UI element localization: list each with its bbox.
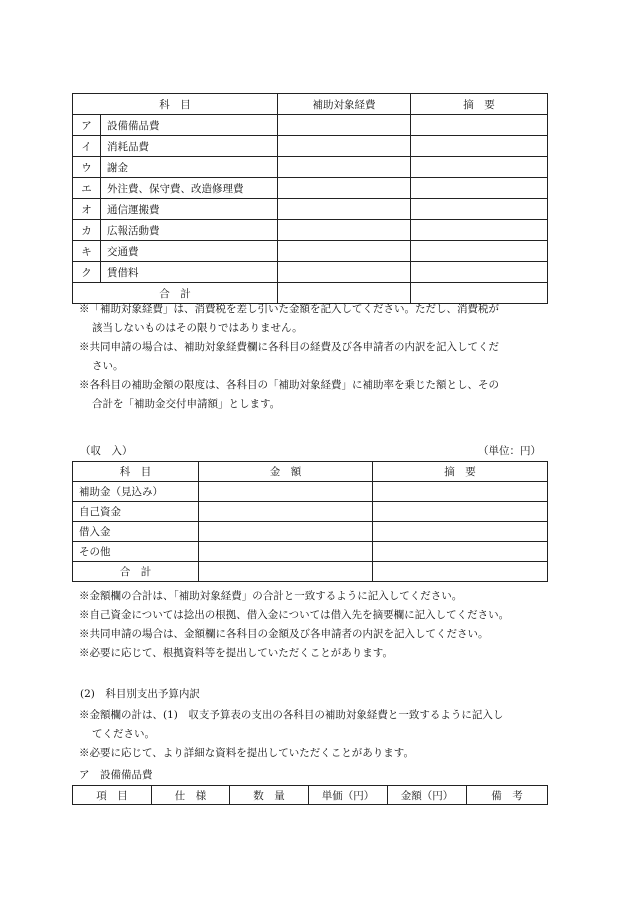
cost-cell[interactable]	[278, 136, 411, 157]
remarks-cell[interactable]	[411, 136, 548, 157]
cost-cell[interactable]	[278, 115, 411, 136]
header-subject: 科 目	[73, 94, 278, 115]
total-label: 合 計	[73, 562, 199, 582]
total-row	[73, 562, 548, 582]
total-label: 合 計	[73, 283, 278, 304]
note-line: ※「補助対象経費」は、消費税を差し引いた金額を記入してください。ただし、消費税が	[79, 303, 499, 315]
row-name: 賃借料	[101, 262, 278, 283]
row-code: キ	[73, 241, 101, 262]
income-unit: （単位：円）	[478, 445, 541, 457]
remarks-cell[interactable]	[411, 241, 548, 262]
row-code: エ	[73, 178, 101, 199]
income-notes	[79, 587, 509, 663]
row-name: 補助金（見込み）	[73, 482, 199, 502]
section2-subtitle: ア 設備備品費	[79, 769, 153, 781]
cost-cell[interactable]	[278, 157, 411, 178]
header-amount: 金額（円）	[388, 786, 467, 805]
table-row	[73, 136, 548, 157]
table-row	[73, 522, 548, 542]
section2-title: (2) 科目別支出予算内訳	[80, 688, 200, 700]
row-name: 消耗品費	[101, 136, 278, 157]
remarks-cell[interactable]	[373, 482, 548, 502]
row-name: 通信運搬費	[101, 199, 278, 220]
row-name: 借入金	[73, 522, 199, 542]
header-subject: 科 目	[73, 462, 199, 482]
table-row	[73, 115, 548, 136]
note-line: ※必要に応じて、根拠資料等を提出していただくことがあります。	[79, 647, 393, 659]
cost-cell[interactable]	[278, 220, 411, 241]
total-amount-cell[interactable]	[199, 562, 373, 582]
row-name: 自己資金	[73, 502, 199, 522]
row-name: 交通費	[101, 241, 278, 262]
header-quantity: 数 量	[230, 786, 309, 805]
equipment-table-header	[73, 786, 548, 805]
note-line: ※各科目の補助金額の限度は、各科目の「補助対象経費」に補助率を乗じた額とし、その	[79, 379, 499, 391]
row-name: 外注費、保守費、改造修理費	[101, 178, 278, 199]
table-row	[73, 542, 548, 562]
cost-cell[interactable]	[278, 199, 411, 220]
cost-cell[interactable]	[278, 241, 411, 262]
remarks-cell[interactable]	[411, 220, 548, 241]
remarks-cell[interactable]	[411, 157, 548, 178]
header-item: 項 目	[73, 786, 152, 805]
header-remarks: 摘 要	[411, 94, 548, 115]
total-remarks-cell[interactable]	[373, 562, 548, 582]
cost-cell[interactable]	[278, 178, 411, 199]
table-row	[73, 482, 548, 502]
remarks-cell[interactable]	[373, 542, 548, 562]
remarks-cell[interactable]	[411, 199, 548, 220]
row-name: 設備備品費	[101, 115, 278, 136]
amount-cell[interactable]	[199, 482, 373, 502]
note-line: ※必要に応じて、より詳細な資料を提出していただくことがあります。	[79, 747, 414, 759]
cost-cell[interactable]	[278, 262, 411, 283]
note-line: ※金額欄の計は、(1) 収支予算表の支出の各科目の補助対象経費と一致するように記入し	[79, 709, 504, 721]
income-title: （収 入）	[80, 445, 133, 457]
header-spec: 仕 様	[152, 786, 230, 805]
row-code: ク	[73, 262, 101, 283]
note-line: てください。	[92, 728, 155, 740]
remarks-cell[interactable]	[411, 178, 548, 199]
remarks-cell[interactable]	[373, 502, 548, 522]
row-code: ウ	[73, 157, 101, 178]
note-line: 該当しないものはその限りではありません。	[92, 322, 303, 334]
header-remarks: 摘 要	[373, 462, 548, 482]
table-row	[73, 178, 548, 199]
table-row	[73, 262, 548, 283]
expense-notes	[79, 300, 499, 414]
equipment-table	[72, 785, 548, 805]
row-name: その他	[73, 542, 199, 562]
expense-table	[72, 93, 548, 304]
note-line: ※共同申請の場合は、金額欄に各科目の金額及び各申請者の内訳を記入してください。	[79, 628, 489, 640]
header-unit-price: 単価（円）	[309, 786, 388, 805]
expense-table-header	[73, 94, 548, 115]
section2-notes	[79, 706, 503, 763]
note-line: ※金額欄の合計は、「補助対象経費」の合計と一致するように記入してください。	[79, 590, 463, 602]
remarks-cell[interactable]	[373, 522, 548, 542]
note-line: ※共同申請の場合は、補助対象経費欄に各科目の経費及び各申請者の内訳を記入してくだ	[79, 341, 499, 353]
remarks-cell[interactable]	[411, 262, 548, 283]
row-name: 謝金	[101, 157, 278, 178]
income-table	[72, 461, 548, 582]
header-notes: 備 考	[467, 786, 548, 805]
amount-cell[interactable]	[199, 542, 373, 562]
note-line: 合計を「補助金交付申請額」とします。	[92, 398, 281, 410]
amount-cell[interactable]	[199, 522, 373, 542]
income-table-header	[73, 462, 548, 482]
table-row	[73, 220, 548, 241]
note-line: さい。	[92, 360, 124, 372]
amount-cell[interactable]	[199, 502, 373, 522]
header-eligible-cost: 補助対象経費	[278, 94, 411, 115]
row-code: イ	[73, 136, 101, 157]
table-row	[73, 199, 548, 220]
remarks-cell[interactable]	[411, 115, 548, 136]
header-amount: 金 額	[199, 462, 373, 482]
row-name: 広報活動費	[101, 220, 278, 241]
row-code: オ	[73, 199, 101, 220]
table-row	[73, 157, 548, 178]
table-row	[73, 241, 548, 262]
note-line: ※自己資金については捻出の根拠、借入金については借入先を摘要欄に記入してください。	[79, 609, 510, 621]
table-row	[73, 502, 548, 522]
row-code: カ	[73, 220, 101, 241]
row-code: ア	[73, 115, 101, 136]
